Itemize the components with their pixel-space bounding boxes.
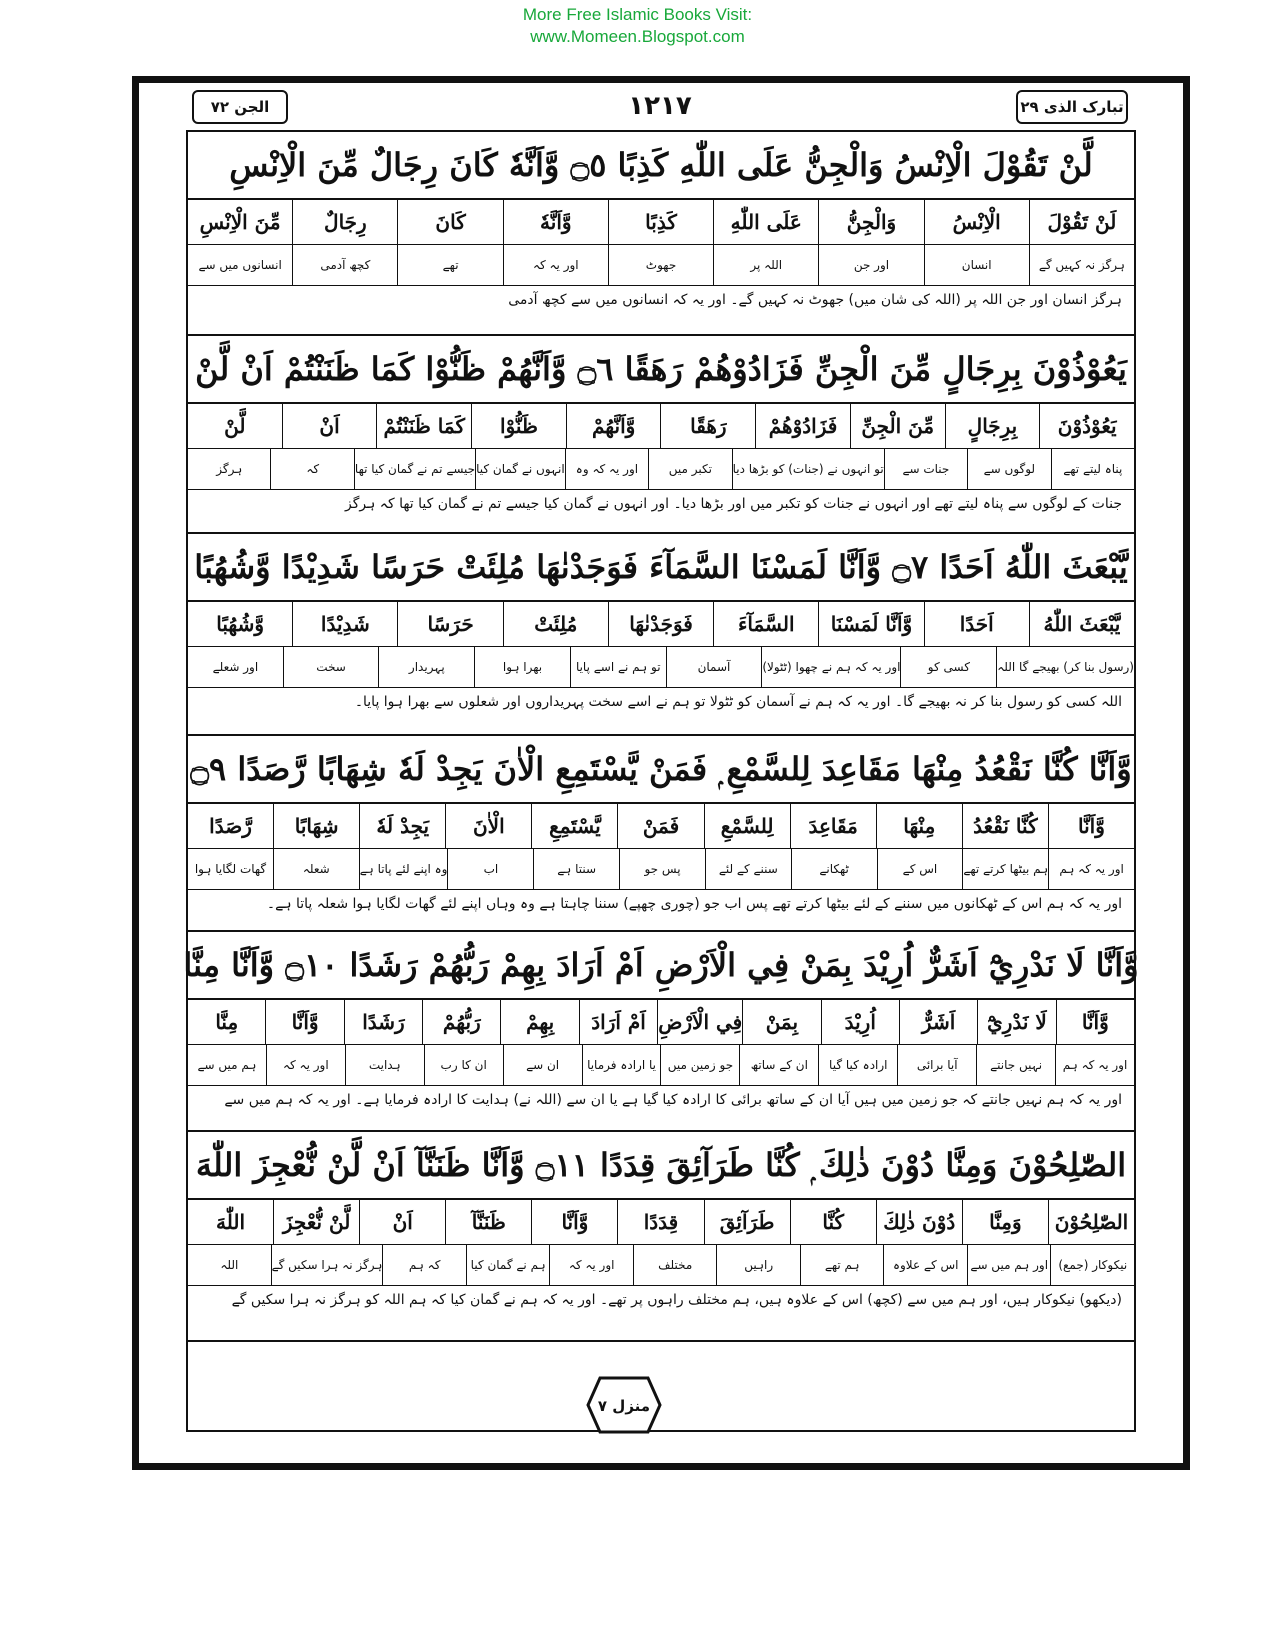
promo-banner [0, 4, 1275, 48]
word-cell: وَّاَنَّا [265, 1000, 343, 1044]
word-cell: يَّسْتَمِعِ [531, 804, 617, 848]
word-cell: السَّمَآءَ [713, 602, 818, 646]
meaning-cell: جیسے تم نے گمان کیا تھا [354, 449, 475, 489]
word-cell: اَنْ [359, 1200, 445, 1244]
meaning-cell: تکبر میں [648, 449, 731, 489]
meaning-cell: اور یہ کہ [266, 1045, 345, 1085]
word-cell: مُلِئَتْ [503, 602, 608, 646]
urdu-translation: (دیکھو) نیکوکار ہیں، اور ہم میں سے (کچھ) اس کے علاوہ ہیں، ہم مختلف راہوں پر تھے۔ اور یہ کہ ہم نے گمان کیا کہ ہم اللہ کو ہرگز نہ ہرا سکیں گے [231, 1292, 1122, 1308]
meaning-cell: ہم نے گمان کیا [466, 1245, 550, 1285]
meaning-cell: ہرگز [216, 462, 243, 476]
meaning-cell: شعلہ [273, 849, 359, 889]
meaning-cell: انہوں نے گمان کیا [475, 449, 565, 489]
word-cell: وَّاَنَّا [1048, 804, 1134, 848]
word-cell: اَحَدًا [924, 602, 1029, 646]
meaning-row [188, 1045, 1134, 1086]
word-cell: الْاٰنَ [445, 804, 531, 848]
meaning-cell: اللہ [220, 1258, 239, 1272]
word-row [188, 1200, 1134, 1245]
word-cell: مِنَّا [215, 1010, 239, 1034]
meaning-row [188, 647, 1134, 688]
meaning-cell: جو زمین میں [660, 1045, 739, 1085]
word-cell: يَجِدْ لَهٗ [359, 804, 445, 848]
urdu-translation: جنات کے لوگوں سے پناہ لیتے تھے اور انہوں نے جنات کو تکبر میں اور بڑھا دیا۔ اور انہوں نے گمان کیا جیسے تم نے گمان کیا تھا کہ ہرگز [344, 496, 1122, 512]
meaning-cell: گھات لگایا ہوا [194, 862, 267, 876]
word-cell: وَّاَنَّا لَمَسْنَا [818, 602, 923, 646]
para-label: تبارک الذی ۲۹ [1016, 90, 1128, 124]
word-cell: شَدِيْدًا [292, 602, 397, 646]
meaning-cell: ان سے [503, 1045, 582, 1085]
arabic-verse-line: وَّاَنَّا لَا نَدْرِيْٓ اَشَرٌّ اُرِيْدَ بِمَنْ فِي الْاَرْضِ اَمْ اَرَادَ بِهِمْ رَبُّهُمْ رَشَدًا ۝١٠ وَّاَنَّا مِنَّا [188, 932, 1134, 1000]
urdu-translation: اور یہ کہ ہم اس کے ٹھکانوں میں سننے کے لئے بیٹھا کرتے تھے پس اب جو (چوری چھپے) سننا چاہتا ہے وہ وہاں اپنے لئے گھات لگایا ہوا شعلہ پاتا ہے۔ [266, 896, 1122, 912]
word-row [188, 804, 1134, 849]
meaning-cell: اللہ پر [713, 245, 818, 285]
meaning-cell: (رسول بنا کر) بھیجے گا اللہ [996, 647, 1134, 687]
word-cell: وَّاَنَّهُمْ [566, 404, 661, 448]
word-cell: يَعُوْذُوْنَ [1039, 404, 1134, 448]
word-cell: رَبُّهُمْ [422, 1000, 500, 1044]
meaning-cell: کچھ آدمی [292, 245, 397, 285]
word-cell: ظَنُّوْا [471, 404, 566, 448]
word-cell: لَّنْ [224, 414, 246, 438]
meaning-cell: انسان [924, 245, 1029, 285]
word-cell: وَّاَنَّهٗ [503, 200, 608, 244]
word-cell: فَوَجَدْنٰهَا [608, 602, 713, 646]
verse-section [188, 132, 1134, 336]
meaning-cell: لوگوں سے [967, 449, 1050, 489]
manzil-badge [586, 1376, 662, 1434]
meaning-cell: اور یہ کہ ہم [1048, 849, 1134, 889]
verse-section [183, 932, 1139, 1132]
meaning-cell: اس کے [877, 849, 963, 889]
word-cell: اَشَرٌّ [899, 1000, 977, 1044]
urdu-translation: ہرگز انسان اور جن اللہ پر (اللہ کی شان میں) جھوٹ نہ کہیں گے۔ اور یہ کہ انسانوں میں سے کچھ آدمی [508, 292, 1122, 308]
word-cell: بِرِجَالٍ [945, 404, 1040, 448]
word-cell: لَّنْ نُّعْجِزَ [273, 1200, 359, 1244]
meaning-row [188, 245, 1134, 286]
word-cell: بِهِمْ [500, 1000, 578, 1044]
meaning-cell: جنات سے [884, 449, 967, 489]
word-cell: بِمَنْ [742, 1000, 820, 1044]
verse-section [188, 1132, 1134, 1342]
verse-section [188, 736, 1134, 932]
meaning-cell: پس جو [619, 849, 705, 889]
meaning-cell: انسانوں میں سے [198, 258, 282, 272]
meaning-cell: ہم میں سے [197, 1058, 257, 1072]
meaning-cell: تو ہم نے اسے پایا [570, 647, 666, 687]
meaning-cell: مختلف [633, 1245, 717, 1285]
word-row [188, 1000, 1134, 1045]
word-cell: قِدَدًا [617, 1200, 703, 1244]
word-cell: اَمْ اَرَادَ [579, 1000, 657, 1044]
word-cell: كَمَا ظَنَنْتُمْ [376, 404, 471, 448]
word-cell: رِجَالٌ [292, 200, 397, 244]
meaning-cell: اور یہ کہ [549, 1245, 633, 1285]
page-number: ۱۲۱۷ [628, 91, 692, 121]
meaning-cell: ہرگز نہ کہیں گے [1029, 245, 1134, 285]
meaning-cell: اب [447, 849, 533, 889]
arabic-verse-line: وَّاَنَّا كُنَّا نَقْعُدُ مِنْهَا مَقَاعِدَ لِلسَّمْعِ ۭ فَمَنْ يَّسْتَمِعِ الْاٰنَ يَجِدْ لَهٗ شِهَابًا رَّصَدًا ۝٩ [188, 736, 1134, 804]
arabic-verse-line: يَّبْعَثَ اللّٰهُ اَحَدًا ۝٧ وَّاَنَّا لَمَسْنَا السَّمَآءَ فَوَجَدْنٰهَا مُلِئَتْ حَرَسًا شَدِيْدًا وَّشُهُبًا [188, 534, 1134, 602]
word-cell: كُنَّا نَقْعُدُ [962, 804, 1048, 848]
word-cell: رَهَقًا [660, 404, 755, 448]
meaning-cell: پناہ لیتے تھے [1051, 449, 1134, 489]
arabic-verse-line: لَّنْ تَقُوْلَ الْاِنْسُ وَالْجِنُّ عَلَى اللّٰهِ كَذِبًا ۝٥ وَّاَنَّهٗ كَانَ رِجَالٌ مِّنَ الْاِنْسِ [188, 132, 1134, 200]
meaning-row [188, 849, 1134, 890]
word-cell: لَنْ تَقُوْلَ [1029, 200, 1134, 244]
word-cell: حَرَسًا [397, 602, 502, 646]
verse-section [188, 534, 1134, 736]
meaning-cell: ان کے ساتھ [739, 1045, 818, 1085]
word-row [188, 602, 1134, 647]
meaning-cell: ارادہ کیا گیا [818, 1045, 897, 1085]
meaning-cell: کہ ہم [382, 1245, 466, 1285]
word-row [188, 200, 1134, 245]
word-cell: دُوْنَ ذٰلِكَ [876, 1200, 962, 1244]
promo-line-1: More Free Islamic Books Visit: [522, 5, 753, 24]
meaning-row [188, 449, 1134, 490]
word-cell: ظَنَنَّآ [445, 1200, 531, 1244]
word-row [188, 404, 1134, 449]
manzil-label: منزل ۷ [597, 1397, 651, 1415]
word-cell: عَلَى اللّٰهِ [713, 200, 818, 244]
meaning-cell: تھے [397, 245, 502, 285]
word-cell: رَّصَدًا [209, 814, 252, 838]
meaning-cell: اس کے علاوہ [883, 1245, 967, 1285]
meaning-cell: تو انہوں نے (جنات) کو بڑھا دیا [732, 449, 884, 489]
meaning-cell: ان کا رب [424, 1045, 503, 1085]
word-cell: اُرِيْدَ [821, 1000, 899, 1044]
word-cell: لَا نَدْرِيْٓ [977, 1000, 1055, 1044]
meaning-cell: اور جن [818, 245, 923, 285]
meaning-cell: ٹھکانے [791, 849, 877, 889]
word-cell: فَزَادُوْهُمْ [755, 404, 850, 448]
meaning-cell: نہیں جانتے [976, 1045, 1055, 1085]
word-cell: الصّٰلِحُوْنَ [1048, 1200, 1134, 1244]
page-content [183, 132, 1139, 1342]
word-cell: وَّاَنَّا [1056, 1000, 1134, 1044]
meaning-cell: راہیں [716, 1245, 800, 1285]
meaning-cell: اور یہ کہ ہم نے چھوا (ٹٹولا) [761, 647, 900, 687]
word-cell: اللّٰهَ [216, 1210, 246, 1234]
promo-link[interactable]: www.Momeen.Blogspot.com [530, 27, 745, 46]
meaning-cell: ہدایت [345, 1045, 424, 1085]
word-cell: كُنَّا [790, 1200, 876, 1244]
word-cell: طَرَآئِقَ [704, 1200, 790, 1244]
verse-section [188, 336, 1134, 534]
meaning-cell: آسمان [666, 647, 762, 687]
meaning-cell: ہم بیٹھا کرتے تھے [962, 849, 1048, 889]
meaning-cell: اور یہ کہ [503, 245, 608, 285]
meaning-cell: کہ [270, 449, 353, 489]
word-cell: اَنْ [282, 404, 377, 448]
meaning-cell: ہرگز نہ ہرا سکیں گے [271, 1245, 383, 1285]
meaning-cell: بھرا ہوا [474, 647, 570, 687]
word-cell: وَّشُهُبًا [216, 612, 265, 636]
meaning-cell: اور یہ کہ وہ [565, 449, 648, 489]
word-cell: يَّبْعَثَ اللّٰهُ [1029, 602, 1134, 646]
arabic-verse-line: الصّٰلِحُوْنَ وَمِنَّا دُوْنَ ذٰلِكَ ۭ كُنَّا طَرَآئِقَ قِدَدًا ۝١١ وَّاَنَّا ظَنَنَّآ اَنْ لَّنْ نُّعْجِزَ اللّٰهَ [188, 1132, 1134, 1200]
urdu-translation: اللہ کسی کو رسول بنا کر نہ بھیجے گا۔ اور یہ کہ ہم نے آسمان کو ٹٹولا تو ہم نے اسے سخت پہریداروں اور شعلوں سے بھرا ہوا پایا۔ [354, 694, 1122, 710]
meaning-cell: اور ہم میں سے [967, 1245, 1051, 1285]
word-cell: كَانَ [397, 200, 502, 244]
meaning-cell: نیکوکار (جمع) [1050, 1245, 1134, 1285]
word-cell: مِّنَ الْاِنْسِ [199, 210, 281, 234]
word-cell: مَقَاعِدَ [790, 804, 876, 848]
word-cell: وَّاَنَّا [531, 1200, 617, 1244]
meaning-cell: ہم تھے [800, 1245, 884, 1285]
meaning-cell: آیا برائی [897, 1045, 976, 1085]
word-cell: رَشَدًا [344, 1000, 422, 1044]
word-cell: مِّنَ الْجِنِّ [850, 404, 945, 448]
meaning-cell: سخت [283, 647, 379, 687]
meaning-cell: جھوٹ [608, 245, 713, 285]
word-cell: كَذِبًا [608, 200, 713, 244]
word-cell: مِنْهَا [876, 804, 962, 848]
word-cell: لِلسَّمْعِ [704, 804, 790, 848]
word-cell: وَمِنَّا [962, 1200, 1048, 1244]
word-cell: شِهَابًا [273, 804, 359, 848]
urdu-translation: اور یہ کہ ہم نہیں جانتے کہ جو زمین میں ہیں آیا ان کے ساتھ برائی کا ارادہ کیا گیا ہے یا ان سے (اللہ نے) ہدایت کا ارادہ فرمایا ہے۔ اور یہ کہ ہم میں سے [224, 1092, 1122, 1108]
meaning-cell: کسی کو [900, 647, 996, 687]
meaning-cell: اور شعلے [212, 660, 259, 674]
meaning-cell: وہ اپنے لئے پاتا ہے [359, 849, 448, 889]
meaning-cell: سنتا ہے [533, 849, 619, 889]
meaning-cell: پہریدار [378, 647, 474, 687]
word-cell: وَالْجِنُّ [818, 200, 923, 244]
surah-label: الجن ۷۲ [192, 90, 288, 124]
word-cell: فِي الْاَرْضِ [657, 1000, 742, 1044]
meaning-cell: سننے کے لئے [705, 849, 791, 889]
meaning-cell: یا ارادہ فرمایا [582, 1045, 661, 1085]
arabic-verse-line: يَعُوْذُوْنَ بِرِجَالٍ مِّنَ الْجِنِّ فَزَادُوْهُمْ رَهَقًا ۝٦ وَّاَنَّهُمْ ظَنُّوْا كَمَا ظَنَنْتُمْ اَنْ لَّنْ [188, 336, 1134, 404]
meaning-row [188, 1245, 1134, 1286]
word-cell: الْاِنْسُ [924, 200, 1029, 244]
word-cell: فَمَنْ [617, 804, 703, 848]
meaning-cell: اور یہ کہ ہم [1055, 1045, 1134, 1085]
